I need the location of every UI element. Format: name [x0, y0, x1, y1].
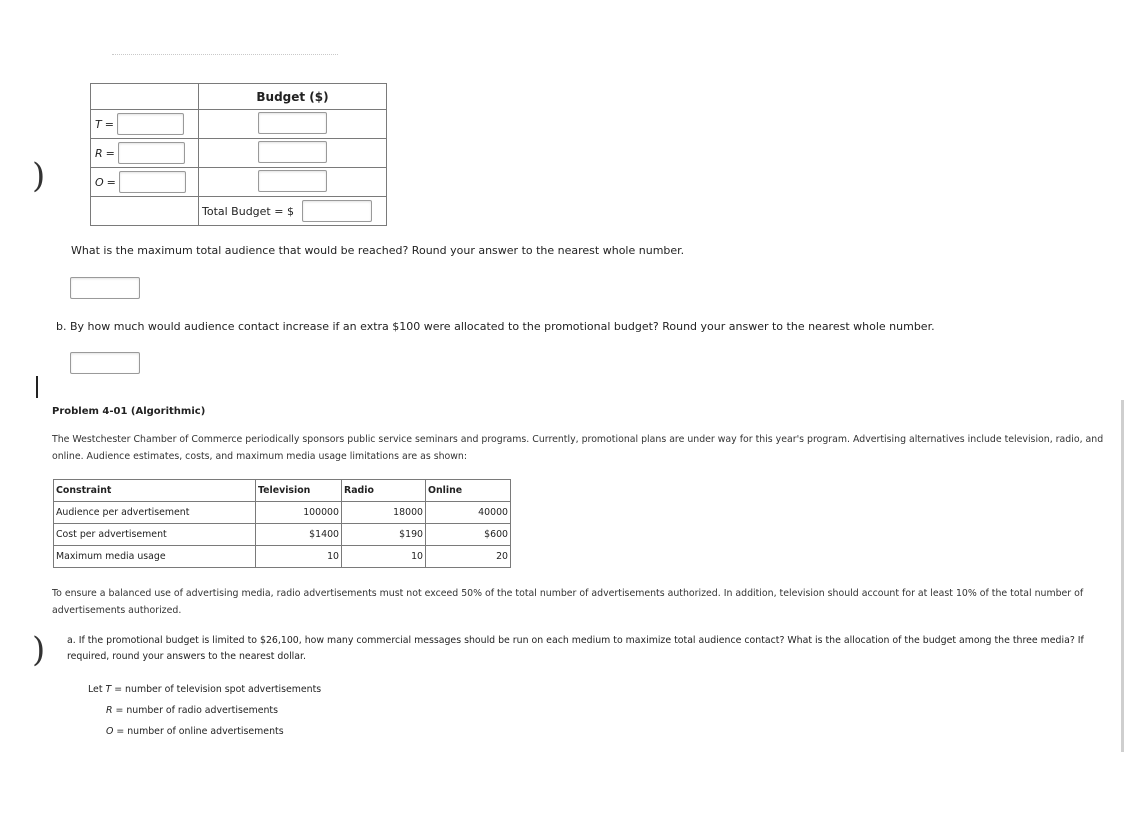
- definition-t: Let T = number of television spot advertisements: [88, 684, 322, 695]
- definition-o: O = number of online advertisements: [106, 726, 284, 737]
- o-count-input[interactable]: [119, 171, 186, 193]
- problem-description: The Westchester Chamber of Commerce periodically sponsors public service seminars and programs. Currently, promotional plans are under way for this year's program. Advertising alternatives include television, radio, and online. Audience estimates, costs, and maximum media usage limitations are as shown:: [52, 434, 1104, 462]
- problem-title: Problem 4-01 (Algorithmic): [52, 406, 206, 417]
- r-budget-input[interactable]: [258, 141, 327, 163]
- o-budget-input[interactable]: [258, 170, 327, 192]
- faint-divider: [112, 54, 338, 55]
- audience-increase-input[interactable]: [70, 352, 140, 374]
- t-budget-input[interactable]: [258, 112, 327, 134]
- table-header: Radio: [342, 480, 426, 502]
- part-a-question: a. If the promotional budget is limited to $26,100, how many commercial messages should be run on each medium to maximize total audience contact? What is the allocation of the budget among the three media? If required, round your answers to the nearest dollar.: [67, 635, 1084, 662]
- question-b: b. By how much would audience contact increase if an extra $100 were allocated to the promotional budget? Round your answer to the nearest whole number.: [56, 320, 935, 333]
- budget-table: Budget ($) T = R = O = Total Budget = $: [90, 83, 387, 226]
- table-row: Maximum media usage 10 10 20: [54, 546, 511, 568]
- budget-header: Budget ($): [199, 84, 387, 110]
- table-row: Cost per advertisement $1400 $190 $600: [54, 524, 511, 546]
- table-row: Audience per advertisement 100000 18000 40000: [54, 502, 511, 524]
- table-header: Constraint: [54, 480, 256, 502]
- balance-constraint-text: To ensure a balanced use of advertising media, radio advertisements must not exceed 50% of the total number of advertisements authorized. In addition, television should account for at least 10% of the total number of advertisements authorized.: [52, 588, 1084, 616]
- max-audience-input[interactable]: [70, 277, 140, 299]
- media-table: [53, 479, 511, 568]
- var-o-label: O: [95, 175, 104, 189]
- left-paren-icon: ): [32, 630, 46, 670]
- total-budget-input[interactable]: [302, 200, 372, 222]
- var-r-label: R: [95, 146, 103, 160]
- scrollbar[interactable]: [1121, 400, 1124, 752]
- table-header: Online: [426, 480, 511, 502]
- text-cursor: [36, 376, 38, 398]
- definition-r: R = number of radio advertisements: [106, 705, 278, 716]
- r-count-input[interactable]: [118, 142, 185, 164]
- total-budget-label: Total Budget = $: [202, 204, 294, 218]
- left-paren-icon: ): [32, 156, 46, 196]
- table-header: Television: [256, 480, 342, 502]
- var-t-label: T: [95, 117, 102, 131]
- budget-table-corner: [91, 84, 199, 110]
- max-audience-question: What is the maximum total audience that would be reached? Round your answer to the nearest whole number.: [71, 244, 685, 257]
- t-count-input[interactable]: [117, 113, 184, 135]
